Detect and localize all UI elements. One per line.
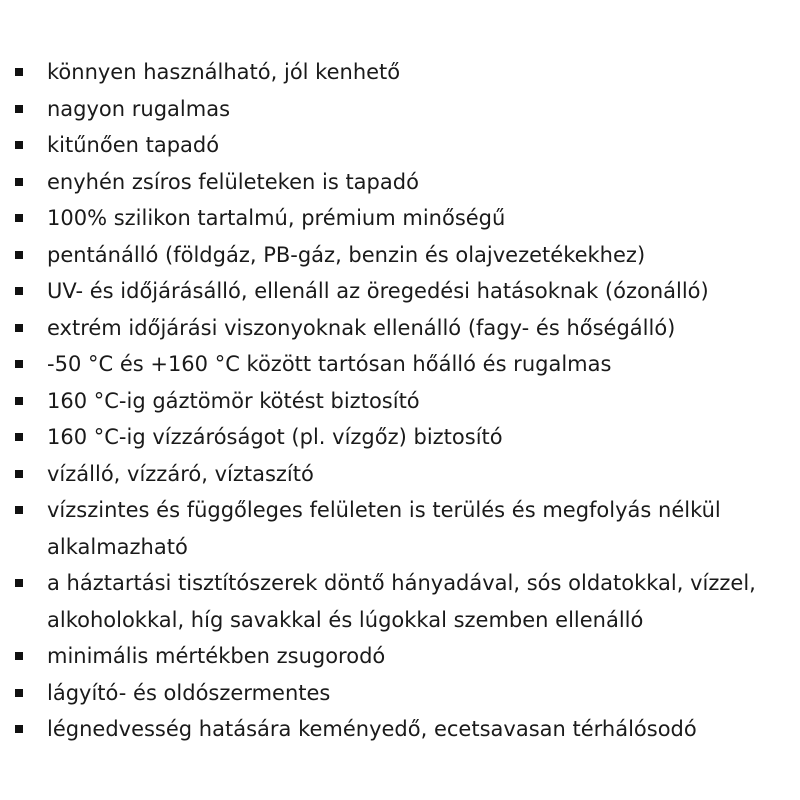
list-item	[0, 638, 800, 675]
list-item-text: vízszintes és függőleges felületen is terülés és megfolyás nélkül alkalmazható	[47, 498, 721, 559]
list-item-text: minimális mértékben zsugorodó	[47, 644, 386, 668]
square-bullet-icon	[15, 397, 23, 405]
list-item-text: a háztartási tisztítószerek döntő hányadával, sós oldatokkal, vízzel, alkoholokkal, híg savakkal és lúgokkal szemben ellenálló	[47, 571, 756, 632]
square-bullet-icon	[15, 433, 23, 441]
list-item-text: enyhén zsíros felületeken is tapadó	[47, 169, 419, 194]
square-bullet-icon	[15, 287, 23, 295]
square-bullet-icon	[15, 141, 23, 149]
square-bullet-icon	[15, 68, 23, 76]
list-item-text: nagyon rugalmas	[47, 96, 231, 121]
list-item	[0, 273, 800, 310]
square-bullet-icon	[15, 214, 23, 222]
list-item	[0, 200, 800, 237]
square-bullet-icon	[15, 652, 23, 660]
square-bullet-icon	[15, 105, 23, 113]
list-item	[0, 127, 800, 164]
list-item	[0, 492, 800, 565]
square-bullet-icon	[15, 689, 23, 697]
list-item-text: extrém időjárási viszonyoknak ellenálló (fagy- és hőségálló)	[47, 315, 676, 340]
list-item	[0, 54, 800, 91]
list-item-text: könnyen használható, jól kenhető	[47, 60, 401, 84]
list-item	[0, 164, 800, 201]
list-item	[0, 675, 800, 712]
list-item-text: UV- és időjárásálló, ellenáll az öregedési hatásoknak (ózonálló)	[47, 279, 709, 303]
square-bullet-icon	[15, 360, 23, 368]
list-item-text: pentánálló (földgáz, PB-gáz, benzin és olajvezetékekhez)	[47, 242, 646, 267]
list-item-text: 100% szilikon tartalmú, prémium minőségű	[47, 206, 506, 230]
list-item	[0, 565, 800, 638]
list-item-text: légnedvesség hatására keményedő, ecetsavasan térhálósodó	[47, 717, 697, 741]
list-item	[0, 383, 800, 420]
list-item	[0, 456, 800, 493]
list-item-text: -50 °C és +160 °C között tartósan hőálló és rugalmas	[47, 352, 612, 376]
square-bullet-icon	[15, 725, 23, 733]
list-item-text: kitűnően tapadó	[47, 133, 220, 157]
list-item-text: vízálló, vízzáró, víztaszító	[47, 461, 314, 486]
list-item	[0, 91, 800, 128]
square-bullet-icon	[15, 579, 23, 587]
square-bullet-icon	[15, 470, 23, 478]
square-bullet-icon	[15, 251, 23, 259]
list-item-text: lágyító- és oldószermentes	[47, 680, 331, 705]
feature-list	[0, 54, 800, 748]
list-item	[0, 711, 800, 748]
square-bullet-icon	[15, 178, 23, 186]
list-item-text: 160 °C-ig vízzáróságot (pl. vízgőz) biztosító	[47, 425, 503, 449]
list-item	[0, 237, 800, 274]
square-bullet-icon	[15, 324, 23, 332]
list-item	[0, 310, 800, 347]
list-item	[0, 346, 800, 383]
square-bullet-icon	[15, 506, 23, 514]
list-item-text: 160 °C-ig gáztömör kötést biztosító	[47, 388, 420, 413]
list-item	[0, 419, 800, 456]
